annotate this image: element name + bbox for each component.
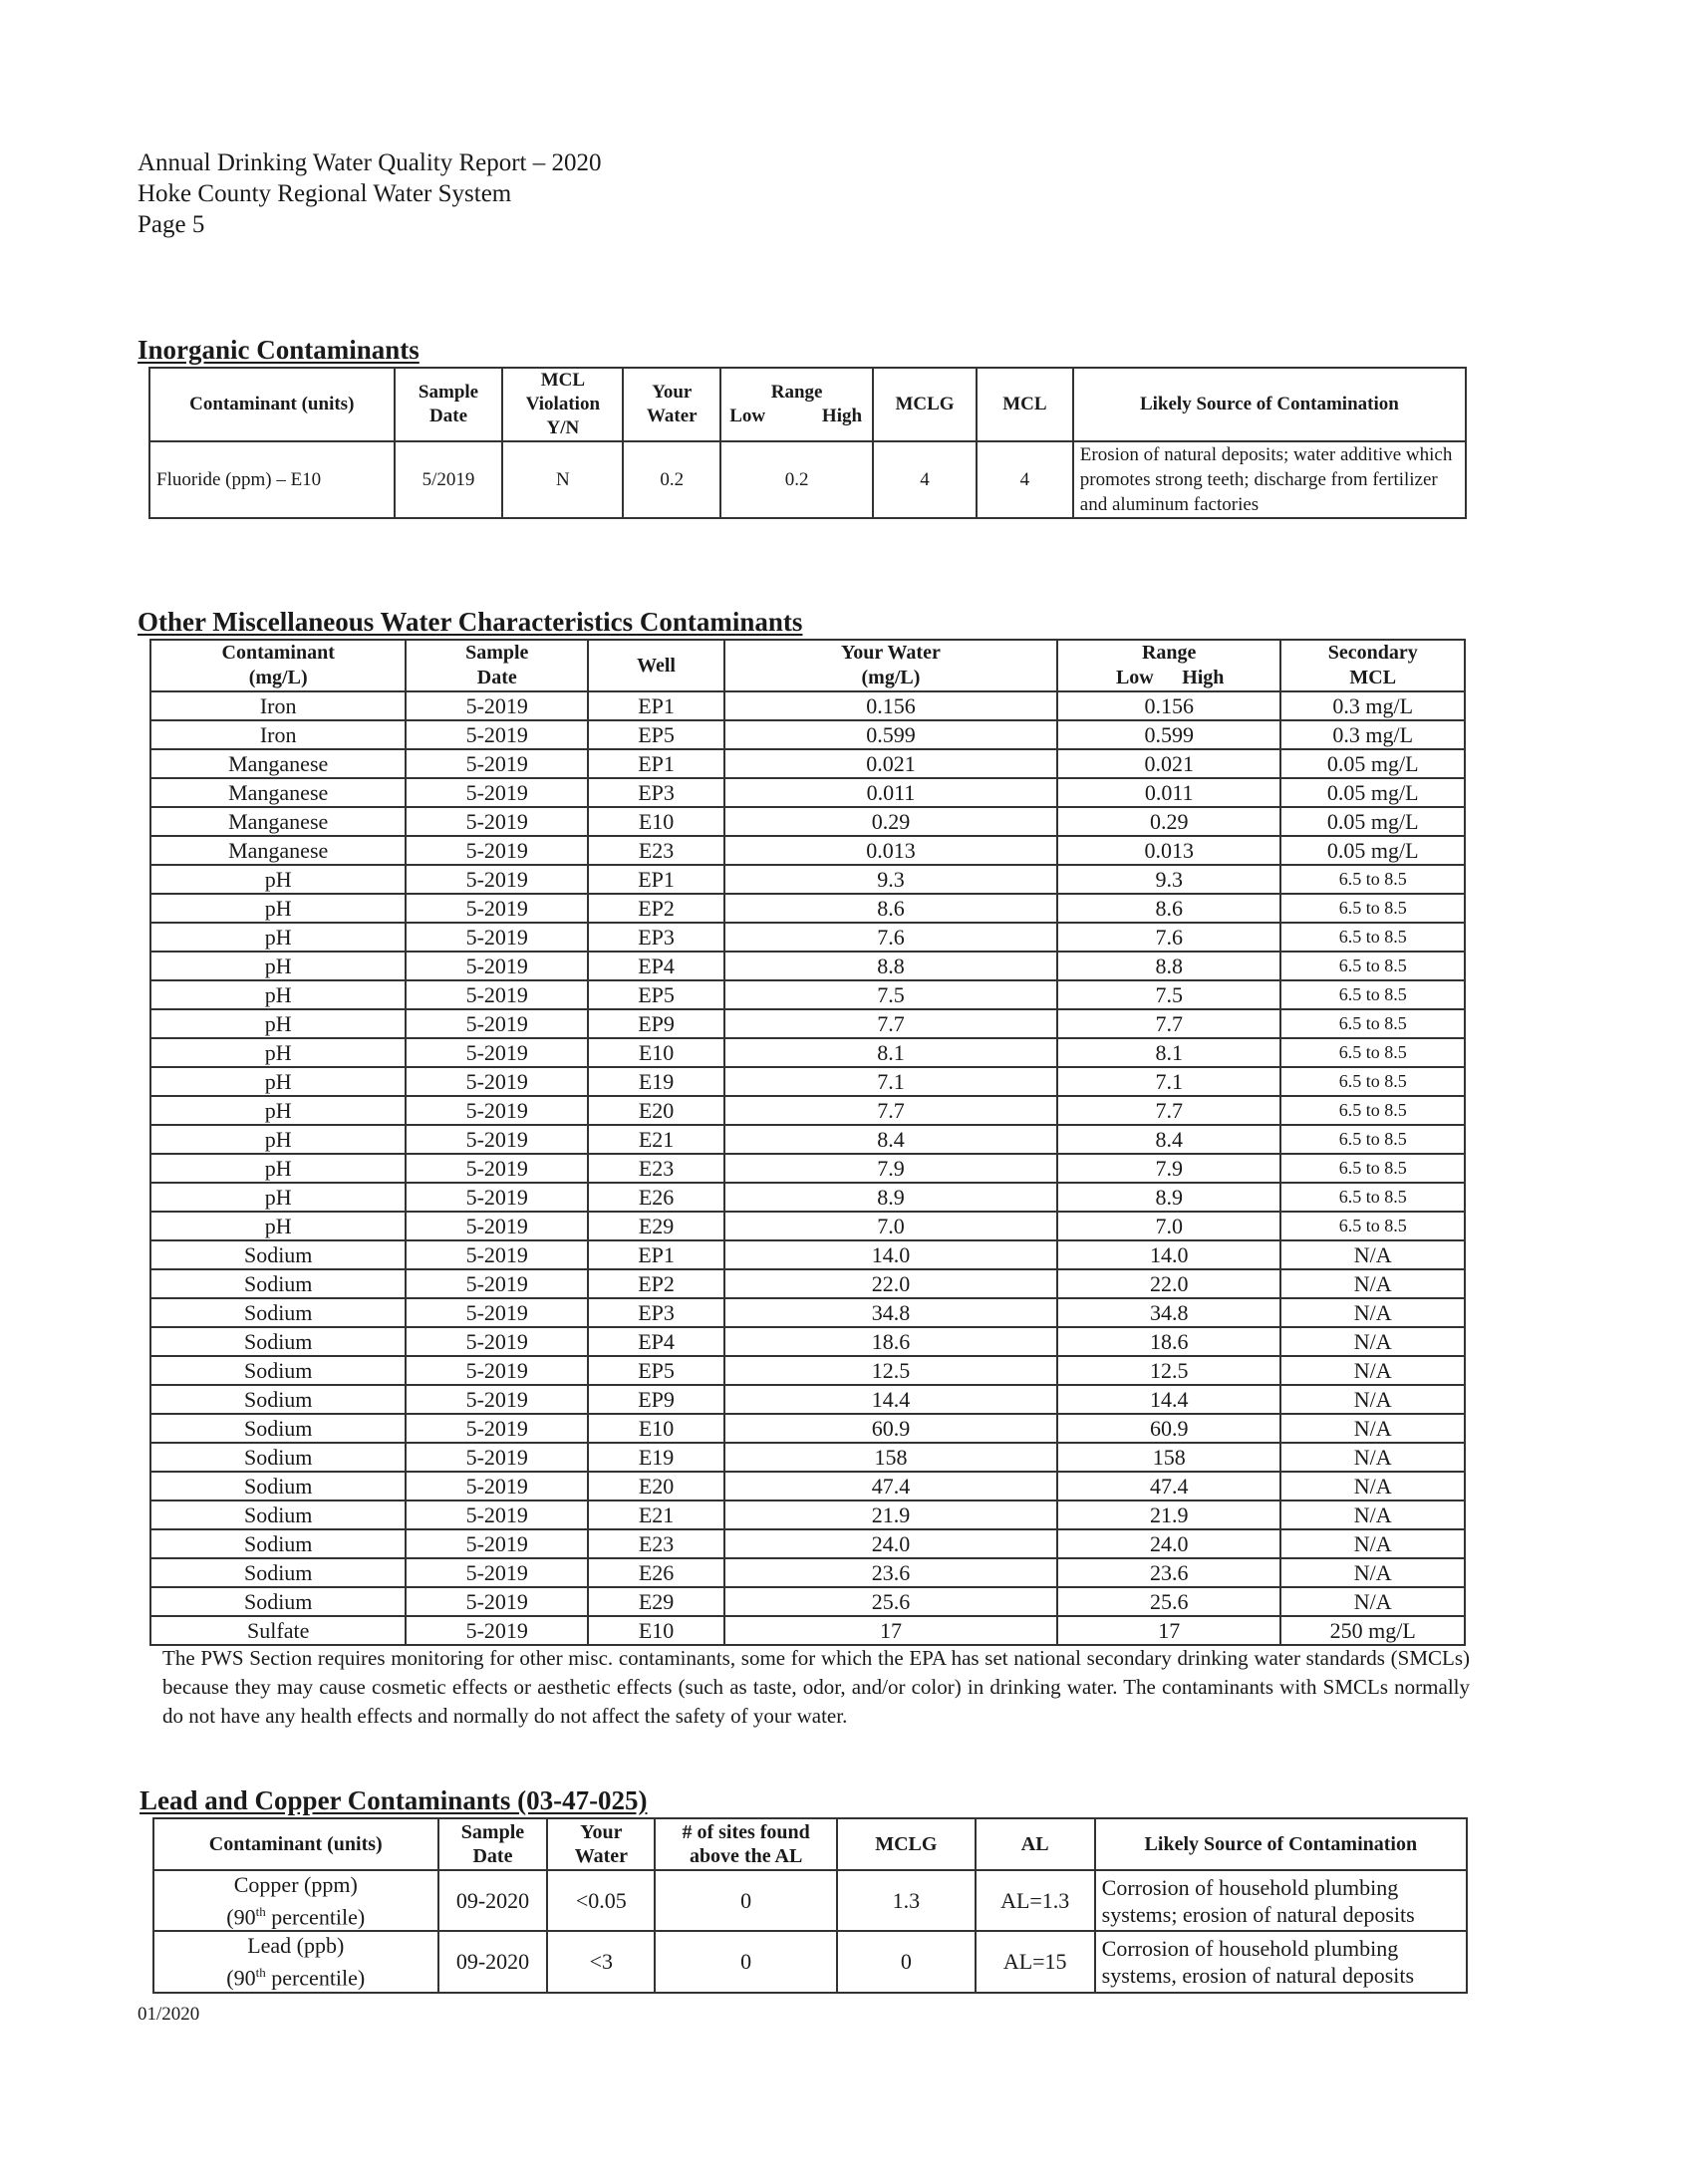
cell-secondary-mcl: 6.5 to 8.5: [1280, 1067, 1465, 1096]
cell-sample-date: 5-2019: [406, 807, 588, 836]
cell-sample-date: 5-2019: [406, 778, 588, 807]
cell-range: 14.0: [1057, 1240, 1280, 1269]
table-row: [150, 1558, 1465, 1587]
cell-range: 0.599: [1057, 720, 1280, 749]
col-sites-above-al: # of sites found above the AL: [655, 1818, 837, 1870]
cell-your-water: 23.6: [724, 1558, 1057, 1587]
cell-secondary-mcl: 6.5 to 8.5: [1280, 1096, 1465, 1125]
table-row: [150, 1356, 1465, 1385]
cell-sample-date: 09-2020: [438, 1931, 548, 1992]
cell-well: E20: [588, 1096, 724, 1125]
cell-range: 12.5: [1057, 1356, 1280, 1385]
cell-sample-date: 5-2019: [406, 923, 588, 952]
col-contaminant: Contaminant (units): [153, 1818, 438, 1870]
cell-contaminant: Sodium: [150, 1327, 406, 1356]
cell-well: EP3: [588, 1298, 724, 1327]
cell-your-water: 21.9: [724, 1501, 1057, 1529]
cell-contaminant: Sodium: [150, 1240, 406, 1269]
misc-title: Other Miscellaneous Water Characteristics Contaminants: [138, 607, 803, 637]
cell-well: E29: [588, 1212, 724, 1240]
cell-contaminant: pH: [150, 952, 406, 980]
cell-secondary-mcl: N/A: [1280, 1529, 1465, 1558]
table-row: [150, 1472, 1465, 1501]
cell-sample-date: 5-2019: [406, 894, 588, 923]
cell-well: E26: [588, 1558, 724, 1587]
cell-contaminant: Sodium: [150, 1269, 406, 1298]
cell-range: 7.0: [1057, 1212, 1280, 1240]
table-row: [150, 1009, 1465, 1038]
cell-sample-date: 5-2019: [406, 836, 588, 865]
lead-copper-table: [152, 1817, 1468, 1994]
cell-well: E23: [588, 1529, 724, 1558]
cell-contaminant: pH: [150, 1067, 406, 1096]
col-mcl-violation: MCL Violation Y/N: [502, 368, 623, 441]
cell-your-water: 24.0: [724, 1529, 1057, 1558]
table-row: [150, 1096, 1465, 1125]
cell-secondary-mcl: 6.5 to 8.5: [1280, 894, 1465, 923]
cell-sample-date: 5-2019: [406, 1183, 588, 1212]
cell-al: AL=15: [976, 1931, 1095, 1992]
cell-contaminant: Sodium: [150, 1501, 406, 1529]
cell-secondary-mcl: 0.05 mg/L: [1280, 778, 1465, 807]
cell-range: 8.4: [1057, 1125, 1280, 1154]
page-number: Page 5: [138, 211, 205, 238]
cell-range: 8.9: [1057, 1183, 1280, 1212]
table-row: [150, 1183, 1465, 1212]
footer-date: 01/2020: [138, 2004, 200, 2025]
cell-well: E19: [588, 1067, 724, 1096]
cell-range: 0.013: [1057, 836, 1280, 865]
col-well: Well: [588, 640, 724, 691]
table-row: [150, 865, 1465, 894]
col-mclg: MCLG: [837, 1818, 976, 1870]
cell-your-water: 60.9: [724, 1414, 1057, 1443]
cell-contaminant: pH: [150, 894, 406, 923]
cell-sample-date: 5-2019: [406, 1038, 588, 1067]
cell-well: EP9: [588, 1009, 724, 1038]
cell-well: EP1: [588, 691, 724, 720]
cell-your-water: 158: [724, 1443, 1057, 1472]
cell-contaminant: pH: [150, 1212, 406, 1240]
cell-well: EP1: [588, 749, 724, 778]
cell-range: 8.6: [1057, 894, 1280, 923]
cell-your-water: 0.021: [724, 749, 1057, 778]
cell-range: 7.7: [1057, 1009, 1280, 1038]
table-row: [149, 441, 1466, 518]
cell-range: 47.4: [1057, 1472, 1280, 1501]
cell-mclg: 4: [873, 441, 977, 518]
cell-mcl: 4: [977, 441, 1073, 518]
cell-your-water: 0.29: [724, 807, 1057, 836]
cell-secondary-mcl: N/A: [1280, 1356, 1465, 1385]
cell-well: E10: [588, 1038, 724, 1067]
table-row: [150, 1443, 1465, 1472]
cell-range: 8.1: [1057, 1038, 1280, 1067]
cell-range: 24.0: [1057, 1529, 1280, 1558]
cell-well: EP1: [588, 1240, 724, 1269]
cell-sites: 0: [655, 1870, 837, 1931]
table-row: [150, 1269, 1465, 1298]
cell-secondary-mcl: 6.5 to 8.5: [1280, 980, 1465, 1009]
cell-secondary-mcl: N/A: [1280, 1558, 1465, 1587]
col-your-water: Your Water: [547, 1818, 655, 1870]
lead-copper-title: Lead and Copper Contaminants (03-47-025): [140, 1785, 648, 1815]
cell-al: AL=1.3: [976, 1870, 1095, 1931]
cell-sample-date: 5-2019: [406, 1240, 588, 1269]
cell-secondary-mcl: 250 mg/L: [1280, 1616, 1465, 1645]
cell-secondary-mcl: 6.5 to 8.5: [1280, 1125, 1465, 1154]
table-row: [150, 923, 1465, 952]
cell-range: 0.011: [1057, 778, 1280, 807]
cell-your-water: 8.9: [724, 1183, 1057, 1212]
cell-your-water: 14.0: [724, 1240, 1057, 1269]
cell-well: EP2: [588, 894, 724, 923]
cell-sample-date: 5-2019: [406, 1298, 588, 1327]
cell-contaminant: Manganese: [150, 807, 406, 836]
cell-your-water: 0.2: [623, 441, 720, 518]
smcl-note: The PWS Section requires monitoring for other misc. contaminants, some for which the EPA has set national secondary drinking water standards (SMCLs) because they may cause cosmetic effects or aesthetic effects (such as taste, odor, and/or color) in drinking water. The contaminants with SMCLs normally do not have any health effects and normally do not affect the safety of your water.: [162, 1646, 1470, 1728]
col-sample-date: Sample Date: [438, 1818, 548, 1870]
cell-sample-date: 5-2019: [406, 1125, 588, 1154]
cell-well: E26: [588, 1183, 724, 1212]
cell-secondary-mcl: 0.05 mg/L: [1280, 807, 1465, 836]
table-row: [153, 1931, 1467, 1992]
cell-well: EP5: [588, 980, 724, 1009]
cell-secondary-mcl: 6.5 to 8.5: [1280, 1154, 1465, 1183]
cell-secondary-mcl: 6.5 to 8.5: [1280, 1009, 1465, 1038]
table-row: [150, 836, 1465, 865]
cell-your-water: 12.5: [724, 1356, 1057, 1385]
cell-range: 7.7: [1057, 1096, 1280, 1125]
cell-well: EP5: [588, 720, 724, 749]
cell-contaminant: pH: [150, 980, 406, 1009]
col-source: Likely Source of Contamination: [1095, 1818, 1467, 1870]
table-row: [150, 1298, 1465, 1327]
col-your-water: Your Water: [623, 368, 720, 441]
cell-contaminant: Iron: [150, 691, 406, 720]
col-mclg: MCLG: [873, 368, 977, 441]
cell-your-water: 8.1: [724, 1038, 1057, 1067]
cell-range: 0.021: [1057, 749, 1280, 778]
cell-well: E21: [588, 1501, 724, 1529]
cell-secondary-mcl: N/A: [1280, 1240, 1465, 1269]
cell-range: 0.29: [1057, 807, 1280, 836]
cell-your-water: 34.8: [724, 1298, 1057, 1327]
cell-your-water: <3: [547, 1931, 655, 1992]
cell-well: E10: [588, 1616, 724, 1645]
cell-well: EP4: [588, 952, 724, 980]
col-source: Likely Source of Contamination: [1073, 368, 1466, 441]
col-contaminant: Contaminant (mg/L): [150, 640, 406, 691]
cell-your-water: 7.7: [724, 1096, 1057, 1125]
cell-your-water: 7.7: [724, 1009, 1057, 1038]
table-row: [150, 1587, 1465, 1616]
cell-mclg: 0: [837, 1931, 976, 1992]
cell-range: 25.6: [1057, 1587, 1280, 1616]
cell-range: 18.6: [1057, 1327, 1280, 1356]
cell-range: 158: [1057, 1443, 1280, 1472]
cell-secondary-mcl: N/A: [1280, 1327, 1465, 1356]
cell-well: E10: [588, 1414, 724, 1443]
table-row: [150, 778, 1465, 807]
cell-secondary-mcl: N/A: [1280, 1414, 1465, 1443]
cell-range: 0.2: [720, 441, 873, 518]
table-row: [150, 1529, 1465, 1558]
table-row: [150, 952, 1465, 980]
col-mcl: MCL: [977, 368, 1073, 441]
cell-violation: N: [502, 441, 623, 518]
cell-your-water: 47.4: [724, 1472, 1057, 1501]
table-row: [150, 1616, 1465, 1645]
cell-contaminant: Sodium: [150, 1385, 406, 1414]
cell-contaminant: Lead (ppb) (90th percentile): [153, 1931, 438, 1992]
inorganic-title: Inorganic Contaminants: [138, 335, 420, 365]
cell-secondary-mcl: N/A: [1280, 1298, 1465, 1327]
cell-contaminant: Sulfate: [150, 1616, 406, 1645]
table-row: [150, 1501, 1465, 1529]
cell-your-water: 7.6: [724, 923, 1057, 952]
cell-secondary-mcl: 6.5 to 8.5: [1280, 952, 1465, 980]
cell-sample-date: 5-2019: [406, 1356, 588, 1385]
cell-contaminant: pH: [150, 1125, 406, 1154]
cell-well: EP1: [588, 865, 724, 894]
col-sample-date: Sample Date: [395, 368, 503, 441]
col-your-water: Your Water (mg/L): [724, 640, 1057, 691]
cell-sample-date: 5-2019: [406, 1414, 588, 1443]
cell-sample-date: 5-2019: [406, 1154, 588, 1183]
cell-sample-date: 5-2019: [406, 749, 588, 778]
cell-contaminant: pH: [150, 923, 406, 952]
cell-range: 14.4: [1057, 1385, 1280, 1414]
col-range: Range Low High: [720, 368, 873, 441]
cell-contaminant: pH: [150, 1009, 406, 1038]
report-header: [138, 147, 602, 240]
cell-secondary-mcl: 6.5 to 8.5: [1280, 1038, 1465, 1067]
cell-well: E19: [588, 1443, 724, 1472]
cell-range: 22.0: [1057, 1269, 1280, 1298]
cell-sites: 0: [655, 1931, 837, 1992]
cell-range: 21.9: [1057, 1501, 1280, 1529]
cell-well: EP2: [588, 1269, 724, 1298]
cell-sample-date: 5-2019: [406, 1212, 588, 1240]
cell-range: 34.8: [1057, 1298, 1280, 1327]
cell-contaminant: pH: [150, 1038, 406, 1067]
cell-your-water: 0.013: [724, 836, 1057, 865]
cell-secondary-mcl: N/A: [1280, 1443, 1465, 1472]
cell-sample-date: 5/2019: [395, 441, 503, 518]
cell-contaminant: Sodium: [150, 1443, 406, 1472]
cell-sample-date: 5-2019: [406, 952, 588, 980]
cell-your-water: 22.0: [724, 1269, 1057, 1298]
table-row: [150, 807, 1465, 836]
table-row: [150, 1212, 1465, 1240]
cell-mclg: 1.3: [837, 1870, 976, 1931]
cell-contaminant: Sodium: [150, 1298, 406, 1327]
cell-secondary-mcl: N/A: [1280, 1501, 1465, 1529]
table-header-row: [149, 368, 1466, 441]
col-secondary-mcl: Secondary MCL: [1280, 640, 1465, 691]
cell-contaminant: Iron: [150, 720, 406, 749]
table-row: [150, 1067, 1465, 1096]
cell-sample-date: 5-2019: [406, 1529, 588, 1558]
cell-secondary-mcl: 6.5 to 8.5: [1280, 865, 1465, 894]
misc-table-body: [150, 691, 1465, 1645]
cell-your-water: 0.011: [724, 778, 1057, 807]
cell-your-water: 8.8: [724, 952, 1057, 980]
cell-well: E29: [588, 1587, 724, 1616]
cell-your-water: 25.6: [724, 1587, 1057, 1616]
cell-range: 7.9: [1057, 1154, 1280, 1183]
table-row: [150, 691, 1465, 720]
cell-secondary-mcl: 6.5 to 8.5: [1280, 1212, 1465, 1240]
cell-sample-date: 5-2019: [406, 1009, 588, 1038]
cell-your-water: 7.9: [724, 1154, 1057, 1183]
cell-source: Erosion of natural deposits; water additive which promotes strong teeth; discharge from fertilizer and aluminum factories: [1073, 441, 1466, 518]
misc-table: [149, 639, 1466, 1646]
cell-your-water: 8.6: [724, 894, 1057, 923]
cell-your-water: 0.599: [724, 720, 1057, 749]
cell-your-water: 17: [724, 1616, 1057, 1645]
cell-secondary-mcl: N/A: [1280, 1472, 1465, 1501]
cell-contaminant: Fluoride (ppm) – E10: [149, 441, 395, 518]
cell-contaminant: pH: [150, 1154, 406, 1183]
cell-well: EP3: [588, 778, 724, 807]
cell-contaminant: Sodium: [150, 1414, 406, 1443]
cell-contaminant: pH: [150, 1096, 406, 1125]
cell-sample-date: 5-2019: [406, 1443, 588, 1472]
table-row: [150, 749, 1465, 778]
cell-contaminant: pH: [150, 865, 406, 894]
cell-well: E10: [588, 807, 724, 836]
cell-sample-date: 5-2019: [406, 1269, 588, 1298]
cell-sample-date: 09-2020: [438, 1870, 548, 1931]
cell-range: 23.6: [1057, 1558, 1280, 1587]
cell-contaminant: Manganese: [150, 749, 406, 778]
cell-sample-date: 5-2019: [406, 1067, 588, 1096]
cell-secondary-mcl: 0.3 mg/L: [1280, 720, 1465, 749]
cell-range: 8.8: [1057, 952, 1280, 980]
cell-range: 7.6: [1057, 923, 1280, 952]
cell-contaminant: Sodium: [150, 1356, 406, 1385]
inorganic-table: [148, 367, 1467, 519]
cell-secondary-mcl: N/A: [1280, 1385, 1465, 1414]
cell-contaminant: Sodium: [150, 1529, 406, 1558]
table-row: [150, 1038, 1465, 1067]
system-name: Hoke County Regional Water System: [138, 180, 512, 207]
cell-secondary-mcl: N/A: [1280, 1269, 1465, 1298]
cell-contaminant: pH: [150, 1183, 406, 1212]
cell-your-water: <0.05: [547, 1870, 655, 1931]
cell-your-water: 9.3: [724, 865, 1057, 894]
table-row: [150, 1385, 1465, 1414]
cell-sample-date: 5-2019: [406, 865, 588, 894]
cell-range: 60.9: [1057, 1414, 1280, 1443]
cell-well: EP4: [588, 1327, 724, 1356]
cell-range: 7.1: [1057, 1067, 1280, 1096]
cell-sample-date: 5-2019: [406, 1096, 588, 1125]
cell-secondary-mcl: 6.5 to 8.5: [1280, 923, 1465, 952]
cell-well: E20: [588, 1472, 724, 1501]
cell-source: Corrosion of household plumbing systems, erosion of natural deposits: [1095, 1931, 1467, 1992]
cell-range: 7.5: [1057, 980, 1280, 1009]
cell-your-water: 7.5: [724, 980, 1057, 1009]
cell-source: Corrosion of household plumbing systems; erosion of natural deposits: [1095, 1870, 1467, 1931]
cell-well: EP3: [588, 923, 724, 952]
cell-your-water: 0.156: [724, 691, 1057, 720]
cell-sample-date: 5-2019: [406, 1472, 588, 1501]
cell-your-water: 18.6: [724, 1327, 1057, 1356]
table-row: [150, 1240, 1465, 1269]
cell-contaminant: Copper (ppm) (90th percentile): [153, 1870, 438, 1931]
cell-your-water: 14.4: [724, 1385, 1057, 1414]
cell-well: E21: [588, 1125, 724, 1154]
cell-secondary-mcl: 0.05 mg/L: [1280, 836, 1465, 865]
table-row: [150, 1327, 1465, 1356]
cell-secondary-mcl: 0.3 mg/L: [1280, 691, 1465, 720]
table-row: [150, 894, 1465, 923]
cell-well: E23: [588, 1154, 724, 1183]
col-sample-date: Sample Date: [406, 640, 588, 691]
cell-sample-date: 5-2019: [406, 1327, 588, 1356]
cell-range: 9.3: [1057, 865, 1280, 894]
cell-sample-date: 5-2019: [406, 980, 588, 1009]
cell-your-water: 7.0: [724, 1212, 1057, 1240]
cell-sample-date: 5-2019: [406, 1587, 588, 1616]
cell-sample-date: 5-2019: [406, 1385, 588, 1414]
cell-secondary-mcl: 0.05 mg/L: [1280, 749, 1465, 778]
table-row: [150, 1414, 1465, 1443]
cell-your-water: 8.4: [724, 1125, 1057, 1154]
report-title: Annual Drinking Water Quality Report – 2020: [138, 149, 602, 176]
table-header-row: [150, 640, 1465, 691]
table-row: [153, 1870, 1467, 1931]
table-row: [150, 1125, 1465, 1154]
cell-well: EP9: [588, 1385, 724, 1414]
table-row: [150, 720, 1465, 749]
cell-sample-date: 5-2019: [406, 1616, 588, 1645]
table-row: [150, 980, 1465, 1009]
cell-secondary-mcl: 6.5 to 8.5: [1280, 1183, 1465, 1212]
cell-range: 17: [1057, 1616, 1280, 1645]
cell-well: EP5: [588, 1356, 724, 1385]
cell-contaminant: Sodium: [150, 1558, 406, 1587]
table-row: [150, 1154, 1465, 1183]
cell-sample-date: 5-2019: [406, 1558, 588, 1587]
col-al: AL: [976, 1818, 1095, 1870]
cell-well: E23: [588, 836, 724, 865]
col-range: Range Low High: [1057, 640, 1280, 691]
cell-range: 0.156: [1057, 691, 1280, 720]
cell-secondary-mcl: N/A: [1280, 1587, 1465, 1616]
cell-sample-date: 5-2019: [406, 720, 588, 749]
table-header-row: [153, 1818, 1467, 1870]
cell-contaminant: Manganese: [150, 836, 406, 865]
cell-sample-date: 5-2019: [406, 691, 588, 720]
col-contaminant: Contaminant (units): [149, 368, 395, 441]
cell-contaminant: Sodium: [150, 1587, 406, 1616]
cell-sample-date: 5-2019: [406, 1501, 588, 1529]
cell-your-water: 7.1: [724, 1067, 1057, 1096]
cell-contaminant: Sodium: [150, 1472, 406, 1501]
cell-contaminant: Manganese: [150, 778, 406, 807]
